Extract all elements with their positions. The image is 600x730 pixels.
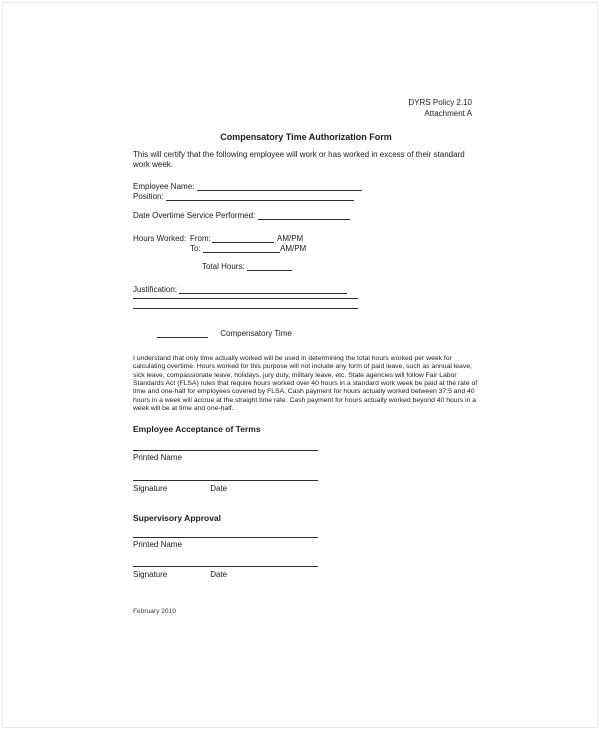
position-label: Position: [133,192,164,201]
terms-paragraph: I understand that only time actually worked will be used in determining the total hours worked per week for calculating overtime. Hours worked for this purpose will not include any form of paid leave, such as annual leave, sick leave, compassionate leave, holidays, jury duty, military leave, etc. State agencies will follow Fair Labor Standards Act (FLSA) rules that require hours worked over 40 hours in a standard work week be paid at the rate of time and one-half for employees covered by FLSA. Cash payment for hours actually worked between 37.5 and 40 hours in a week will accrue at the straight time rate. Cash payment for hours actually worked beyond 40 hours in a week will be at time and one-half. [133,355,478,413]
from-ampm-label: AM/PM [277,234,304,243]
total-hours-row [202,262,292,272]
employee-acceptance-heading: Employee Acceptance of Terms [133,424,261,434]
comp-time-row [157,329,292,339]
position-blank-line [166,192,354,201]
hours-to-line [190,244,306,254]
justification-label: Justification: [133,285,178,294]
employee-signature-line [133,472,318,481]
employee-printed-name-label: Printed Name [133,453,182,462]
policy-reference-block [133,98,472,119]
justification-blank-line-3 [133,300,358,309]
date-overtime-label: Date Overtime Service Performed: [133,211,256,220]
comp-time-blank-line [157,329,208,338]
page-title: Compensatory Time Authorization Form [220,132,392,142]
employee-date-label: Date [210,484,228,493]
supervisor-printed-name-line [133,529,318,538]
supervisor-date-label: Date [210,570,228,579]
attachment-label: Attachment A [424,108,472,118]
hours-worked-row [133,234,306,254]
hours-worked-label: Hours Worked: [133,234,187,243]
employee-printed-name-line [133,442,318,451]
comp-time-label: Compensatory Time [220,329,292,338]
employee-name-label: Employee Name: [133,182,195,191]
hours-from-to-block [190,234,306,254]
total-hours-label: Total Hours: [202,262,245,271]
supervisor-signature-date-row [133,570,227,580]
date-overtime-row [133,211,350,221]
from-blank-line [212,234,274,243]
hours-from-line [190,234,306,244]
supervisor-signature-label: Signature [133,570,168,579]
date-overtime-blank-line [258,211,350,220]
total-hours-blank-line [247,262,292,271]
employee-signature-label: Signature [133,484,168,493]
justification-blank-line-2 [133,290,358,299]
to-label: To: [190,244,201,253]
policy-number: DYRS Policy 2.10 [408,98,472,107]
employee-signature-date-row [133,484,227,494]
supervisory-approval-heading: Supervisory Approval [133,513,222,523]
intro-paragraph: This will certify that the following employee will work or has worked in excess of their standard work week. [133,150,465,169]
to-ampm-label: AM/PM [280,244,307,253]
employee-name-blank-line [197,182,362,191]
employee-name-row [133,182,362,192]
to-blank-line [203,244,280,253]
position-row [133,192,354,202]
supervisor-printed-name-label: Printed Name [133,540,182,549]
supervisor-signature-line [133,558,318,567]
document-footer-date: February 2010 [133,608,176,615]
from-label: From: [190,234,211,243]
